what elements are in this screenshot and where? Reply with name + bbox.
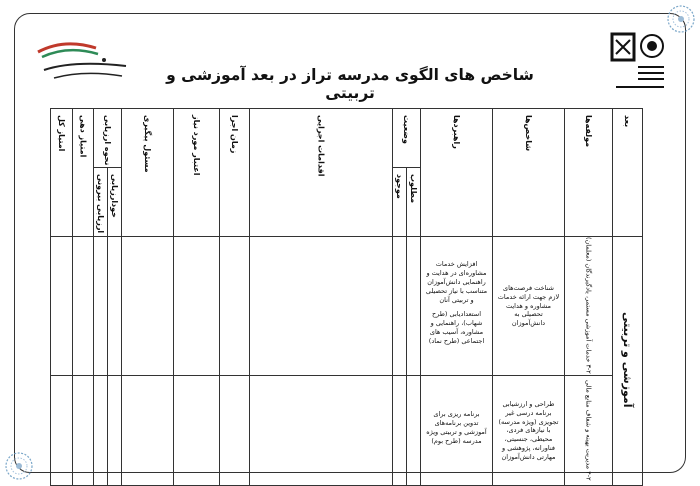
ministry-logo (608, 28, 668, 96)
score-cell (73, 236, 94, 376)
col-header-score: امتیاز دهی (73, 109, 94, 237)
col-header-external-eval: ارزیابی بیرونی (94, 168, 108, 236)
solutions-cell: برنامه ریزی برای تدوین برنامه‌های آموزشی و تربیتی ویژه مدرسه (طرح بوم) (421, 376, 493, 486)
col-header-self-eval: خودارزیابی (108, 168, 122, 236)
col-header-credit: اعتبار مورد نیاز (174, 109, 220, 237)
table-row (51, 236, 643, 376)
page-title: شاخص های الگوی مدرسه تراز در بعد آموزشی و تربیتی (166, 66, 534, 102)
dimension-cell: آموزشی و تربیتی (613, 236, 643, 486)
col-header-indicators: شاخص‌ها (493, 109, 565, 237)
score-cell (73, 376, 94, 486)
table-row (51, 376, 643, 486)
time-cell (220, 376, 250, 486)
corner-ornament-icon (2, 449, 36, 483)
col-header-total: امتیاز کل (51, 109, 73, 237)
status-desired-cell (407, 376, 421, 486)
col-header-solutions: راهبردها (421, 109, 493, 237)
col-header-status: وضعیت (393, 109, 421, 168)
indicator-cell: شناخت فرصت‌های لازم جهت ارائه خدمات مشاوره و هدایت تحصیلی به دانش‌آموزان (493, 236, 565, 376)
credit-cell (174, 236, 220, 376)
col-header-responsible: مسئول پیگیری (122, 109, 174, 237)
self-eval-cell (108, 236, 122, 376)
time-cell (220, 236, 250, 376)
indicator-table (50, 108, 642, 481)
col-header-dimension: بعد (613, 109, 643, 237)
col-header-status-desired: مطلوب (407, 168, 421, 236)
responsible-cell (122, 376, 174, 486)
credit-cell (174, 376, 220, 486)
actions-cell (250, 376, 393, 486)
responsible-cell (122, 236, 174, 376)
indicator-cell: طراحی و ارزشیابی برنامه درسی غیر تجویزی (ویژه مدرسه) با نیازهای فردی، محیطی، جنسیتی، فناورانه، پژوهشی و مهارتی دانش‌آموزان (493, 376, 565, 486)
self-eval-cell (108, 376, 122, 486)
status-existing-cell (393, 376, 407, 486)
status-existing-cell (393, 236, 407, 376)
header-row (51, 109, 643, 168)
col-header-components: مولفه‌ها (565, 109, 613, 237)
external-eval-cell (94, 236, 108, 376)
total-cell (51, 376, 73, 486)
solutions-cell: افزایش خدمات مشاوره‌ای در هدایت و راهنمایی دانش‌آموزان متناسب با نیاز تحصیلی و تربیتی آنان استعدادیابی (طرح شهاب)، راهنمایی و مشاوره، آسیب های اجتماعی (طرح نماد) (421, 236, 493, 376)
corner-ornament-icon (664, 2, 698, 36)
status-desired-cell (407, 236, 421, 376)
component-cell: ۴-۲ مدیریت بهینه و شفاف منابع مالی (565, 376, 613, 486)
col-header-actions: اقدامات اجرایی (250, 109, 393, 237)
col-header-eval-method: نحوه ارزیابی (94, 109, 122, 168)
total-cell (51, 236, 73, 376)
actions-cell (250, 236, 393, 376)
external-eval-cell (94, 376, 108, 486)
col-header-status-existing: موجود (393, 168, 407, 236)
campaign-logo (34, 30, 134, 88)
component-cell: ۳-۲ خدمات آموزشی مستمر، یادگیرندگان (معلمان) (565, 236, 613, 376)
col-header-time: زمان اجرا (220, 109, 250, 237)
